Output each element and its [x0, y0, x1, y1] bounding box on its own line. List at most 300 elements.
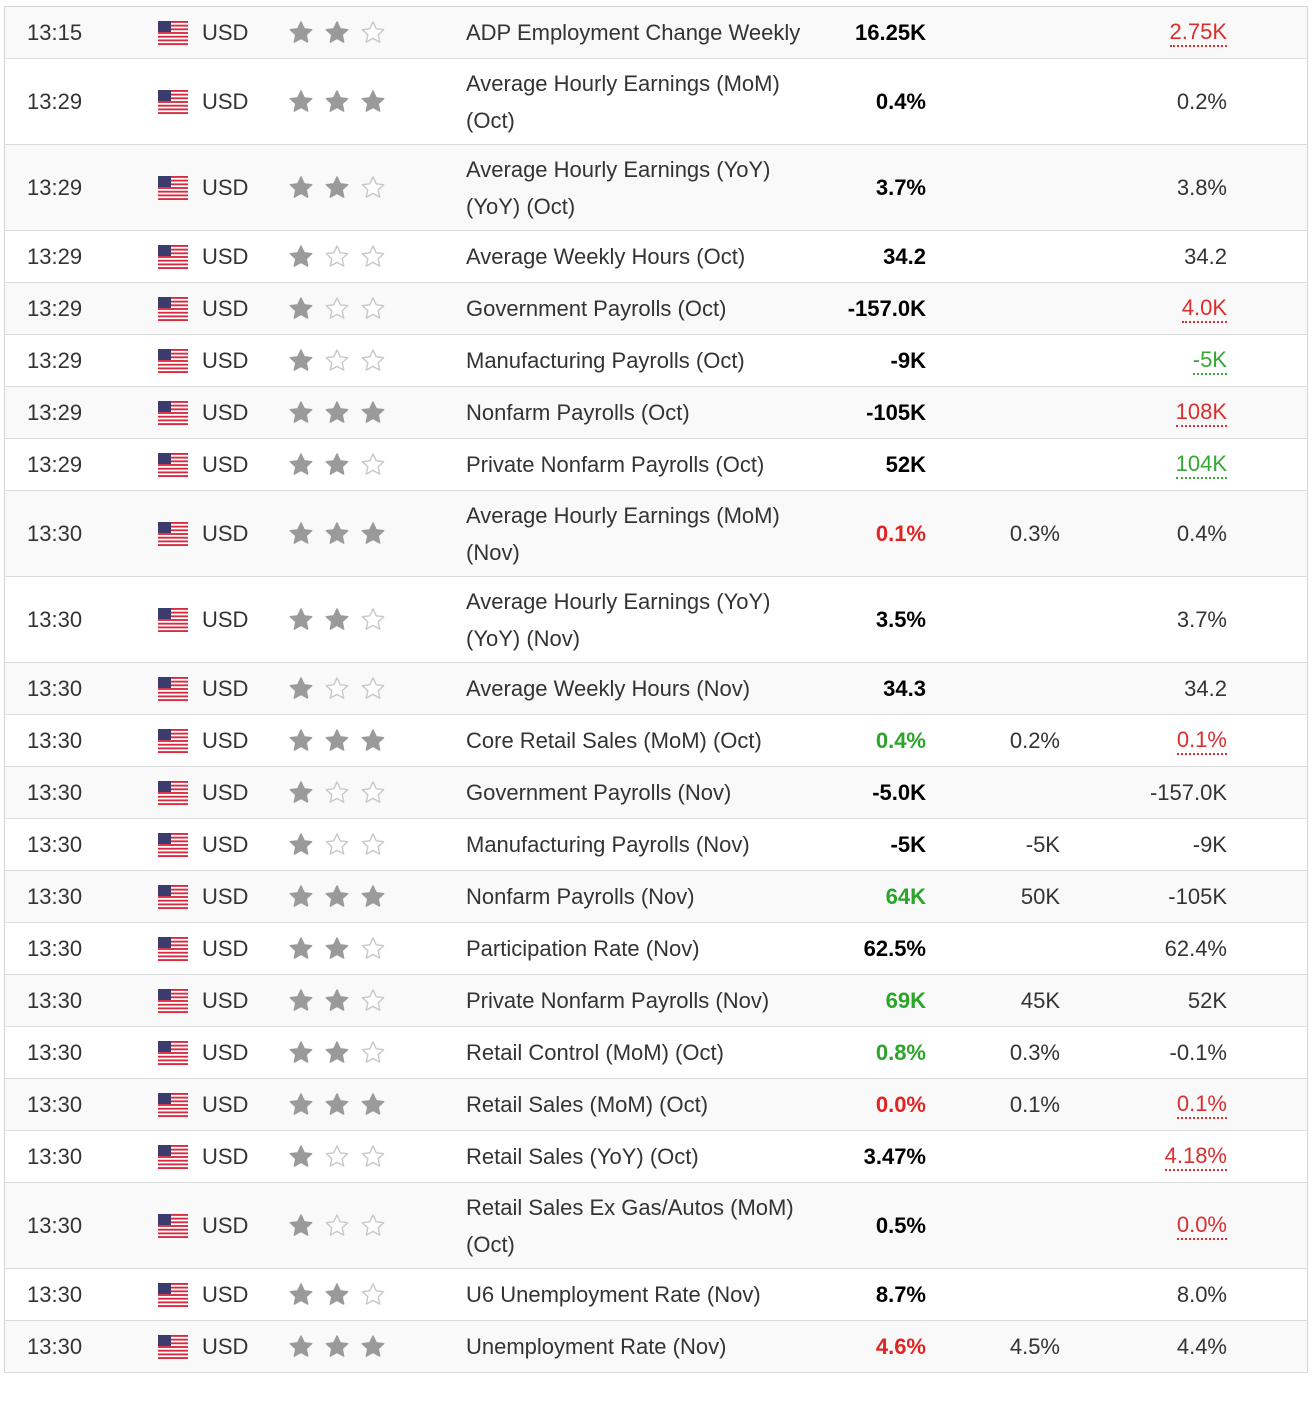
star-icon	[324, 832, 350, 858]
star-icon	[360, 607, 386, 633]
actual-value: -105K	[866, 400, 926, 425]
table-row[interactable]	[5, 975, 1307, 1027]
importance-rating	[288, 59, 408, 144]
event-time: 13:30	[27, 1282, 83, 1307]
importance-rating	[288, 7, 408, 58]
star-icon	[324, 1040, 350, 1066]
event-time: 13:15	[27, 20, 83, 45]
star-icon	[324, 348, 350, 374]
event-currency: USD	[202, 244, 249, 269]
event-currency: USD	[202, 348, 249, 373]
event-currency: USD	[202, 832, 249, 857]
forecast-value: 45K	[1020, 988, 1060, 1013]
forecast-value: 4.5%	[1009, 1334, 1060, 1359]
event-currency: USD	[202, 728, 249, 753]
star-icon	[360, 89, 386, 115]
previous-value: -0.1%	[1169, 1040, 1227, 1065]
flag-icon	[158, 439, 188, 490]
actual-value: 34.3	[883, 676, 926, 701]
actual-value: -5K	[890, 832, 926, 857]
forecast-value: 0.2%	[1009, 728, 1060, 753]
actual-value: -5.0K	[872, 780, 926, 805]
event-name-link[interactable]: Participation Rate (Nov)	[466, 936, 700, 961]
event-currency: USD	[202, 175, 249, 200]
star-icon	[288, 89, 314, 115]
previous-value: 2.75K	[1170, 19, 1228, 47]
star-icon	[324, 936, 350, 962]
flag-icon	[158, 577, 188, 662]
star-icon	[360, 884, 386, 910]
table-row[interactable]	[5, 715, 1307, 767]
star-icon	[324, 244, 350, 270]
previous-value-cell	[1085, 59, 1227, 144]
forecast-value	[945, 59, 1060, 144]
event-time: 13:30	[27, 1144, 83, 1169]
importance-rating	[288, 335, 408, 386]
table-row[interactable]	[5, 335, 1307, 387]
previous-value: 52K	[1187, 988, 1227, 1013]
previous-value: 0.4%	[1176, 521, 1227, 546]
event-name-link[interactable]: Average Hourly Earnings (MoM) (Oct)	[466, 70, 780, 133]
forecast-value	[945, 577, 1060, 662]
table-row[interactable]	[5, 819, 1307, 871]
star-icon	[360, 521, 386, 547]
event-time: 13:29	[27, 89, 83, 114]
star-icon	[324, 884, 350, 910]
importance-rating	[288, 871, 408, 922]
previous-value-cell	[1085, 7, 1227, 58]
event-name-link[interactable]: Manufacturing Payrolls (Oct)	[466, 348, 745, 373]
importance-rating	[288, 577, 408, 662]
actual-value: 69K	[885, 988, 926, 1013]
star-icon	[324, 521, 350, 547]
forecast-value	[945, 1183, 1060, 1268]
star-icon	[324, 20, 350, 46]
star-icon	[324, 728, 350, 754]
actual-value: 8.7%	[875, 1282, 926, 1307]
previous-value-cell	[1085, 871, 1227, 922]
previous-value-cell	[1085, 491, 1227, 576]
star-icon	[288, 20, 314, 46]
table-row[interactable]	[5, 1321, 1307, 1373]
star-icon	[288, 175, 314, 201]
table-row[interactable]	[5, 1027, 1307, 1079]
previous-value-cell	[1085, 975, 1227, 1026]
event-time: 13:30	[27, 780, 83, 805]
previous-value-cell	[1085, 1079, 1227, 1130]
star-icon	[324, 676, 350, 702]
importance-rating	[288, 767, 408, 818]
previous-value-cell	[1085, 1321, 1227, 1372]
star-icon	[360, 296, 386, 322]
star-icon	[360, 780, 386, 806]
flag-icon	[158, 1079, 188, 1130]
actual-value: 0.1%	[875, 521, 926, 546]
previous-value: 0.2%	[1176, 89, 1227, 114]
actual-value: -157.0K	[847, 296, 926, 321]
event-name-link[interactable]: Nonfarm Payrolls (Oct)	[466, 400, 690, 425]
event-name-link[interactable]: U6 Unemployment Rate (Nov)	[466, 1282, 761, 1307]
flag-icon	[158, 7, 188, 58]
event-name-link[interactable]: Average Hourly Earnings (YoY) (YoY) (Oct)	[466, 156, 771, 219]
importance-rating	[288, 145, 408, 230]
star-icon	[360, 244, 386, 270]
previous-value-cell	[1085, 819, 1227, 870]
previous-value-cell	[1085, 923, 1227, 974]
previous-value: 4.0K	[1182, 295, 1227, 323]
previous-value-cell	[1085, 715, 1227, 766]
event-name-link[interactable]: Core Retail Sales (MoM) (Oct)	[466, 728, 762, 753]
actual-value: 4.6%	[875, 1334, 926, 1359]
star-icon	[288, 936, 314, 962]
event-name-link[interactable]: Average Weekly Hours (Oct)	[466, 244, 746, 269]
star-icon	[360, 175, 386, 201]
importance-rating	[288, 663, 408, 714]
previous-value: 4.4%	[1176, 1334, 1227, 1359]
star-icon	[360, 452, 386, 478]
event-time: 13:29	[27, 400, 83, 425]
star-icon	[324, 296, 350, 322]
importance-rating	[288, 1269, 408, 1320]
event-currency: USD	[202, 1334, 249, 1359]
importance-rating	[288, 283, 408, 334]
actual-value: 0.4%	[875, 89, 926, 114]
table-row[interactable]	[5, 1131, 1307, 1183]
star-icon	[360, 728, 386, 754]
actual-value: 3.7%	[875, 175, 926, 200]
table-row[interactable]	[5, 923, 1307, 975]
flag-icon	[158, 231, 188, 282]
table-row[interactable]	[5, 663, 1307, 715]
table-row[interactable]	[5, 231, 1307, 283]
table-row[interactable]	[5, 1183, 1307, 1269]
event-time: 13:30	[27, 832, 83, 857]
event-currency: USD	[202, 936, 249, 961]
actual-value: -9K	[890, 348, 926, 373]
table-row[interactable]	[5, 767, 1307, 819]
previous-value: 0.1%	[1177, 727, 1227, 755]
event-currency: USD	[202, 89, 249, 114]
event-name-link[interactable]: Government Payrolls (Nov)	[466, 780, 732, 805]
table-row[interactable]	[5, 577, 1307, 663]
event-name-link[interactable]: Average Hourly Earnings (YoY) (YoY) (Nov)	[466, 588, 771, 651]
event-currency: USD	[202, 1040, 249, 1065]
event-currency: USD	[202, 452, 249, 477]
event-currency: USD	[202, 884, 249, 909]
event-name-link[interactable]: Private Nonfarm Payrolls (Oct)	[466, 452, 765, 477]
star-icon	[288, 521, 314, 547]
event-currency: USD	[202, 400, 249, 425]
star-icon	[288, 296, 314, 322]
importance-rating	[288, 1079, 408, 1130]
event-time: 13:30	[27, 676, 83, 701]
previous-value-cell	[1085, 1131, 1227, 1182]
previous-value: -5K	[1193, 347, 1227, 375]
table-row[interactable]	[5, 7, 1307, 59]
event-time: 13:30	[27, 988, 83, 1013]
importance-rating	[288, 387, 408, 438]
star-icon	[324, 400, 350, 426]
event-currency: USD	[202, 607, 249, 632]
event-time: 13:30	[27, 1213, 83, 1238]
event-name-link[interactable]: Retail Sales (YoY) (Oct)	[466, 1144, 699, 1169]
previous-value-cell	[1085, 283, 1227, 334]
flag-icon	[158, 387, 188, 438]
star-icon	[288, 452, 314, 478]
star-icon	[324, 1144, 350, 1170]
previous-value-cell	[1085, 577, 1227, 662]
table-row[interactable]	[5, 387, 1307, 439]
flag-icon	[158, 715, 188, 766]
forecast-value: 0.3%	[1009, 1040, 1060, 1065]
event-time: 13:30	[27, 884, 83, 909]
event-name-link[interactable]: Unemployment Rate (Nov)	[466, 1334, 727, 1359]
star-icon	[360, 348, 386, 374]
previous-value-cell	[1085, 663, 1227, 714]
forecast-value: -5K	[1025, 832, 1060, 857]
event-time: 13:30	[27, 1334, 83, 1359]
event-time: 13:29	[27, 175, 83, 200]
event-name-link[interactable]: ADP Employment Change Weekly	[466, 20, 801, 45]
flag-icon	[158, 767, 188, 818]
star-icon	[324, 607, 350, 633]
star-icon	[288, 988, 314, 1014]
event-name-link[interactable]: Retail Sales Ex Gas/Autos (MoM) (Oct)	[466, 1194, 794, 1257]
forecast-value	[945, 1131, 1060, 1182]
flag-icon	[158, 145, 188, 230]
flag-icon	[158, 491, 188, 576]
actual-value: 52K	[885, 452, 926, 477]
previous-value-cell	[1085, 767, 1227, 818]
importance-rating	[288, 819, 408, 870]
actual-value: 3.5%	[875, 607, 926, 632]
forecast-value	[945, 231, 1060, 282]
event-time: 13:29	[27, 244, 83, 269]
star-icon	[288, 244, 314, 270]
event-currency: USD	[202, 296, 249, 321]
star-icon	[360, 1334, 386, 1360]
star-icon	[288, 884, 314, 910]
previous-value-cell	[1085, 439, 1227, 490]
previous-value: 104K	[1176, 451, 1227, 479]
star-icon	[324, 452, 350, 478]
event-currency: USD	[202, 20, 249, 45]
star-icon	[360, 1092, 386, 1118]
event-currency: USD	[202, 1282, 249, 1307]
star-icon	[288, 400, 314, 426]
star-icon	[360, 832, 386, 858]
star-icon	[324, 1213, 350, 1239]
previous-value: 34.2	[1184, 676, 1227, 701]
star-icon	[288, 1092, 314, 1118]
forecast-value	[945, 923, 1060, 974]
event-currency: USD	[202, 1213, 249, 1238]
star-icon	[324, 175, 350, 201]
star-icon	[324, 1092, 350, 1118]
importance-rating	[288, 715, 408, 766]
actual-value: 64K	[885, 884, 926, 909]
previous-value: -105K	[1168, 884, 1227, 909]
previous-value-cell	[1085, 231, 1227, 282]
previous-value: 0.0%	[1177, 1212, 1227, 1240]
event-time: 13:29	[27, 452, 83, 477]
star-icon	[288, 1040, 314, 1066]
forecast-value	[945, 439, 1060, 490]
event-name-link[interactable]: Retail Control (MoM) (Oct)	[466, 1040, 724, 1065]
flag-icon	[158, 975, 188, 1026]
forecast-value	[945, 145, 1060, 230]
event-currency: USD	[202, 1092, 249, 1117]
previous-value-cell	[1085, 1269, 1227, 1320]
table-row[interactable]	[5, 59, 1307, 145]
star-icon	[324, 780, 350, 806]
event-currency: USD	[202, 988, 249, 1013]
star-icon	[360, 1282, 386, 1308]
star-icon	[360, 936, 386, 962]
forecast-value	[945, 335, 1060, 386]
event-name-link[interactable]: Manufacturing Payrolls (Nov)	[466, 832, 750, 857]
event-currency: USD	[202, 780, 249, 805]
table-row[interactable]	[5, 491, 1307, 577]
table-row[interactable]	[5, 283, 1307, 335]
star-icon	[360, 676, 386, 702]
event-name-link[interactable]: Nonfarm Payrolls (Nov)	[466, 884, 695, 909]
table-row[interactable]	[5, 439, 1307, 491]
event-time: 13:29	[27, 296, 83, 321]
forecast-value	[945, 387, 1060, 438]
previous-value-cell	[1085, 145, 1227, 230]
flag-icon	[158, 1027, 188, 1078]
star-icon	[288, 728, 314, 754]
importance-rating	[288, 439, 408, 490]
actual-value: 16.25K	[855, 20, 926, 45]
actual-value: 62.5%	[863, 936, 926, 961]
event-currency: USD	[202, 521, 249, 546]
table-row[interactable]	[5, 145, 1307, 231]
importance-rating	[288, 1027, 408, 1078]
forecast-value: 0.1%	[1009, 1092, 1060, 1117]
previous-value: -9K	[1192, 832, 1227, 857]
flag-icon	[158, 283, 188, 334]
star-icon	[324, 1334, 350, 1360]
flag-icon	[158, 1269, 188, 1320]
previous-value: 3.7%	[1176, 607, 1227, 632]
forecast-value	[945, 767, 1060, 818]
flag-icon	[158, 871, 188, 922]
event-name-link[interactable]: Retail Sales (MoM) (Oct)	[466, 1092, 709, 1117]
star-icon	[288, 348, 314, 374]
previous-value: 8.0%	[1176, 1282, 1227, 1307]
actual-value: 0.5%	[875, 1213, 926, 1238]
importance-rating	[288, 491, 408, 576]
actual-value: 0.8%	[875, 1040, 926, 1065]
actual-value: 3.47%	[863, 1144, 926, 1169]
star-icon	[360, 1144, 386, 1170]
previous-value: 34.2	[1184, 244, 1227, 269]
event-time: 13:30	[27, 936, 83, 961]
event-name-link[interactable]: Private Nonfarm Payrolls (Nov)	[466, 988, 770, 1013]
flag-icon	[158, 663, 188, 714]
star-icon	[288, 1213, 314, 1239]
table-row[interactable]	[5, 871, 1307, 923]
forecast-value: 50K	[1020, 884, 1060, 909]
star-icon	[324, 988, 350, 1014]
forecast-value	[945, 663, 1060, 714]
star-icon	[288, 832, 314, 858]
flag-icon	[158, 923, 188, 974]
star-icon	[288, 780, 314, 806]
importance-rating	[288, 1131, 408, 1182]
table-row[interactable]	[5, 1079, 1307, 1131]
importance-rating	[288, 231, 408, 282]
event-currency: USD	[202, 676, 249, 701]
event-time: 13:30	[27, 607, 83, 632]
star-icon	[288, 607, 314, 633]
star-icon	[360, 988, 386, 1014]
previous-value-cell	[1085, 335, 1227, 386]
economic-calendar-table	[4, 6, 1308, 1373]
event-name-link[interactable]: Average Weekly Hours (Nov)	[466, 676, 751, 701]
table-row[interactable]	[5, 1269, 1307, 1321]
event-name-link[interactable]: Government Payrolls (Oct)	[466, 296, 727, 321]
flag-icon	[158, 1321, 188, 1372]
flag-icon	[158, 335, 188, 386]
previous-value-cell	[1085, 1027, 1227, 1078]
event-time: 13:29	[27, 348, 83, 373]
star-icon	[324, 89, 350, 115]
importance-rating	[288, 1321, 408, 1372]
forecast-value	[945, 1269, 1060, 1320]
star-icon	[324, 1282, 350, 1308]
star-icon	[360, 20, 386, 46]
actual-value: 0.4%	[875, 728, 926, 753]
event-time: 13:30	[27, 1092, 83, 1117]
event-time: 13:30	[27, 1040, 83, 1065]
forecast-value	[945, 283, 1060, 334]
flag-icon	[158, 1183, 188, 1268]
star-icon	[360, 1040, 386, 1066]
event-time: 13:30	[27, 728, 83, 753]
previous-value-cell	[1085, 387, 1227, 438]
forecast-value	[945, 7, 1060, 58]
flag-icon	[158, 59, 188, 144]
actual-value: 0.0%	[875, 1092, 926, 1117]
event-currency: USD	[202, 1144, 249, 1169]
star-icon	[288, 1334, 314, 1360]
event-name-link[interactable]: Average Hourly Earnings (MoM) (Nov)	[466, 502, 780, 565]
flag-icon	[158, 1131, 188, 1182]
star-icon	[288, 1282, 314, 1308]
actual-value: 34.2	[883, 244, 926, 269]
forecast-value: 0.3%	[1009, 521, 1060, 546]
importance-rating	[288, 923, 408, 974]
previous-value: -157.0K	[1149, 780, 1227, 805]
event-time: 13:30	[27, 521, 83, 546]
previous-value: 62.4%	[1164, 936, 1227, 961]
previous-value: 108K	[1176, 399, 1227, 427]
flag-icon	[158, 819, 188, 870]
previous-value: 0.1%	[1177, 1091, 1227, 1119]
star-icon	[288, 676, 314, 702]
importance-rating	[288, 1183, 408, 1268]
star-icon	[360, 400, 386, 426]
star-icon	[360, 1213, 386, 1239]
previous-value-cell	[1085, 1183, 1227, 1268]
star-icon	[288, 1144, 314, 1170]
previous-value: 4.18%	[1165, 1143, 1227, 1171]
previous-value: 3.8%	[1176, 175, 1227, 200]
importance-rating	[288, 975, 408, 1026]
